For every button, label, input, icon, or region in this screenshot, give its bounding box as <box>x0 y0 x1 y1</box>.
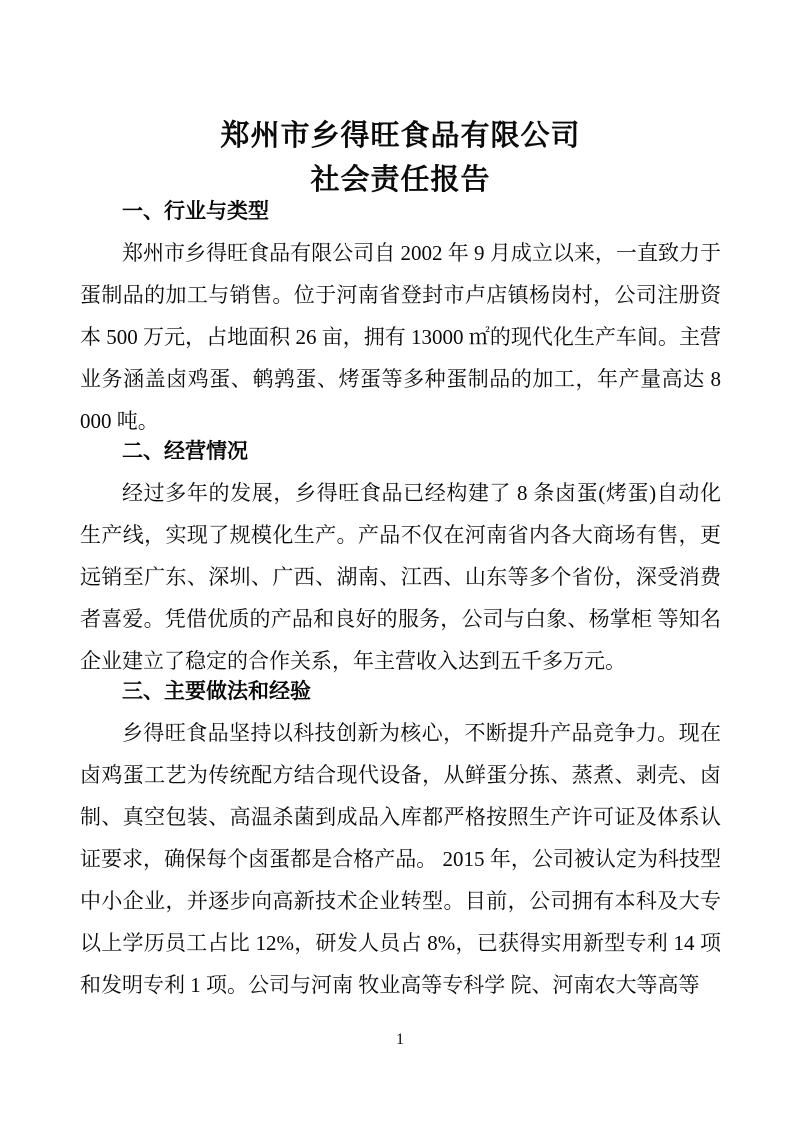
section-paragraph: 郑州市乡得旺食品有限公司自 2002 年 9 月成立以来，一直致力于蛋制品的加工与销售。位于河南省登封市卢店镇杨岗村，公司注册资本 500 万元，占地面积 26 亩，拥有 13000 ㎡的现代化生产车间。主营业务涵盖卤鸡蛋、鹌鹑蛋、烤蛋等多种蛋制品的加工，年产量高达 8 000 吨。 <box>80 241 721 433</box>
section-industry-and-type <box>80 190 721 442</box>
section-main-practices <box>80 670 721 1006</box>
document-title: 郑州市乡得旺食品有限公司 <box>220 120 581 152</box>
section-heading: 三、主要做法和经验 <box>122 679 311 703</box>
section-paragraph: 经过多年的发展，乡得旺食品已经构建了 8 条卤蛋(烤蛋)自动化生产线，实现了规模化生产。产品不仅在河南省内各大商场有售，更远销至广东、深圳、广西、湖南、江西、山东等多个省份，深受消费者喜爱。凭借优质的产品和良好的服务，公司与白象、杨掌柜 等知名企业建立了稳定的合作关系，年主营收入达到五千多万元。 <box>80 481 721 673</box>
section-paragraph: 乡得旺食品坚持以科技创新为核心，不断提升产品竞争力。现在卤鸡蛋工艺为传统配方结合现代设备，从鲜蛋分拣、蒸煮、剥壳、卤制、真空包装、高温杀菌到成品入库都严格按照生产许可证及体系认证要求，确保每个卤蛋都是合格产品。 2015 年，公司被认定为科技型中小企业，并逐步向高新技术企业转型。目前，公司拥有本科及大专以上学历员工占比 12%，研发人员占 8%，已获得实用新型专利 14 项和发明专利 1 项。公司与河南 牧业高等专科学 院、河南农大等高等 <box>80 721 721 997</box>
page-number: 1 <box>396 1031 404 1048</box>
page-content <box>80 114 721 1006</box>
section-heading: 二、经营情况 <box>122 439 248 463</box>
section-heading: 一、行业与类型 <box>122 199 269 223</box>
document-subtitle: 社会责任报告 <box>310 164 491 196</box>
section-business-situation <box>80 430 721 682</box>
